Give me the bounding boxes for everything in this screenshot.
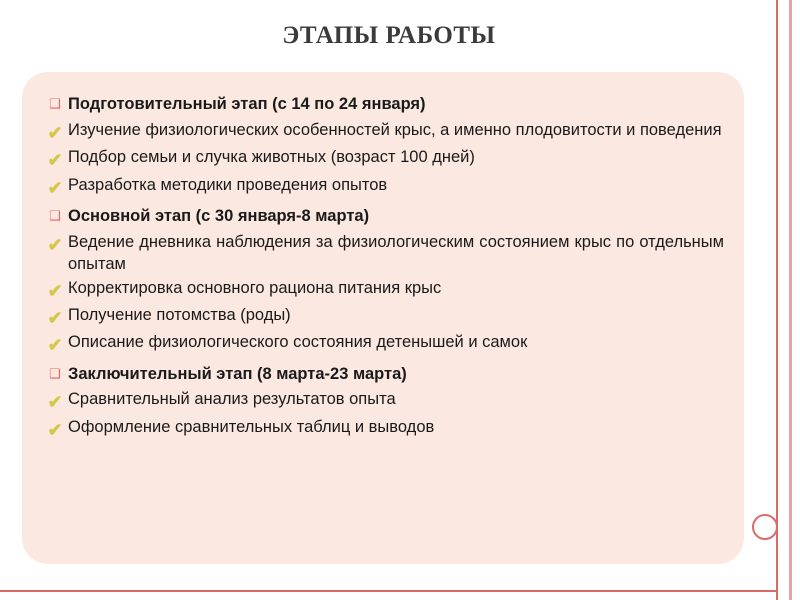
stage-heading-text: Основной этап (с 30 января-8 марта)	[68, 206, 370, 225]
stage-heading-text: Подготовительный этап (с 14 по 24 января)	[68, 95, 426, 113]
check-mark-icon: ✔	[47, 177, 63, 198]
square-bullet-icon: ❑	[49, 96, 61, 111]
list-item	[42, 305, 730, 330]
page-title: ЭТАПЫ РАБОТЫ	[282, 22, 496, 49]
check-mark-icon: ✔	[47, 307, 63, 328]
stage-heading-text: Заключительный этап (8 марта-23 марта)	[68, 364, 407, 383]
check-mark-icon: ✔	[47, 280, 63, 301]
corner-dot-decor	[752, 514, 778, 540]
list-item-text: Изучение физиологических особенностей крыс, а именно плодовитости и поведения	[68, 120, 722, 139]
content-card	[22, 72, 744, 564]
stages-list	[42, 88, 730, 444]
list-item	[42, 175, 730, 200]
right-decor-strip	[776, 0, 800, 600]
list-item-text: Разработка методики проведения опытов	[68, 175, 388, 194]
list-item-text: Ведение дневника наблюдения за физиологическим состоянием крыс по отдельным опытам	[68, 232, 724, 273]
stage-heading-row	[42, 364, 730, 386]
list-item	[42, 332, 730, 357]
list-item	[42, 147, 730, 172]
list-item	[42, 417, 730, 442]
check-mark-icon: ✔	[47, 392, 63, 413]
check-mark-icon: ✔	[47, 150, 63, 171]
check-mark-icon: ✔	[47, 122, 63, 143]
list-item	[42, 389, 730, 414]
square-bullet-icon: ❑	[49, 207, 61, 223]
square-bullet-icon: ❑	[49, 365, 61, 381]
check-mark-icon: ✔	[47, 335, 63, 356]
list-item-text: Подбор семьи и случка животных (возраст 100 дней)	[68, 148, 475, 167]
stage-heading-row	[42, 94, 730, 116]
check-mark-icon: ✔	[47, 234, 63, 255]
list-item-text: Сравнительный анализ результатов опыта	[68, 390, 396, 409]
list-item-text: Оформление сравнительных таблиц и выводов	[68, 417, 435, 436]
list-item-text: Описание физиологического состояния детенышей и самок	[68, 333, 528, 352]
list-item-text: Корректировка основного рациона питания крыс	[68, 278, 442, 297]
check-mark-icon: ✔	[47, 419, 63, 440]
bottom-decor-line	[0, 590, 778, 592]
list-item-text: Получение потомства (роды)	[68, 305, 291, 324]
stage-heading-row	[42, 206, 730, 228]
right-decor-line	[789, 0, 792, 600]
list-item	[42, 120, 730, 145]
list-item	[42, 232, 730, 276]
list-item	[42, 278, 730, 303]
